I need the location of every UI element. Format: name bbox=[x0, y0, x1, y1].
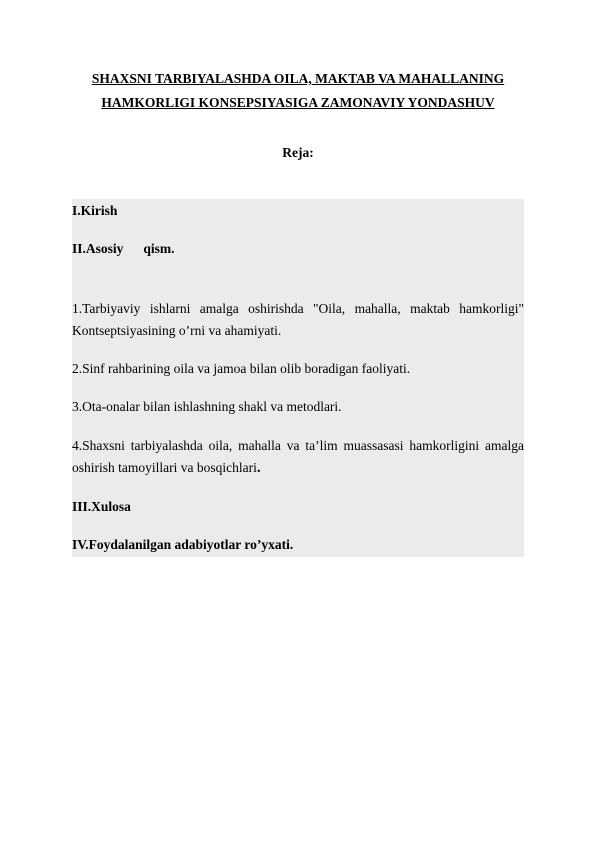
plan-item-4-line-2 bbox=[72, 459, 524, 477]
plan-item-main-part-suffix: qism. bbox=[143, 241, 175, 256]
plan-item-1-line-2: Kontseptsiyasining o’rni va ahamiyati. bbox=[72, 323, 282, 338]
plan-item-1-line-1: 1.Tarbiyaviy ishlarni amalga oshirishda "Oila, mahalla, maktab hamkorligi" bbox=[72, 301, 524, 316]
plan-item-intro: I.Kirish bbox=[72, 203, 118, 218]
document-title-line-1: SHAXSNI TARBIYALASHDA OILA, MAKTAB VA MAHALLANING bbox=[91, 71, 505, 86]
plan-item-4-period: . bbox=[256, 460, 261, 476]
plan-item-4-line-1: 4.Shaxsni tarbiyalashda oila, mahalla va ta’lim muassasasi hamkorligini amalga bbox=[72, 438, 524, 453]
plan-heading: Reja: bbox=[282, 145, 314, 160]
plan-section bbox=[72, 199, 524, 557]
plan-item-references: IV.Foydalanilgan adabiyotlar ro’yxati. bbox=[72, 537, 294, 552]
document-title-line-2: HAMKORLIGI KONSEPSIYASIGA ZAMONAVIY YONDASHUV bbox=[101, 95, 495, 110]
plan-item-4-text: oshirish tamoyillari va bosqichlari bbox=[72, 460, 257, 475]
plan-item-3: 3.Ota-onalar bilan ishlashning shakl va metodlari. bbox=[72, 399, 342, 414]
plan-item-main-part bbox=[72, 240, 524, 258]
plan-item-2: 2.Sinf rahbarining oila va jamoa bilan olib boradigan faoliyati. bbox=[72, 361, 411, 376]
plan-item-main-part-label: II.Asosiy bbox=[72, 241, 124, 256]
plan-item-conclusion: III.Xulosa bbox=[72, 499, 131, 514]
